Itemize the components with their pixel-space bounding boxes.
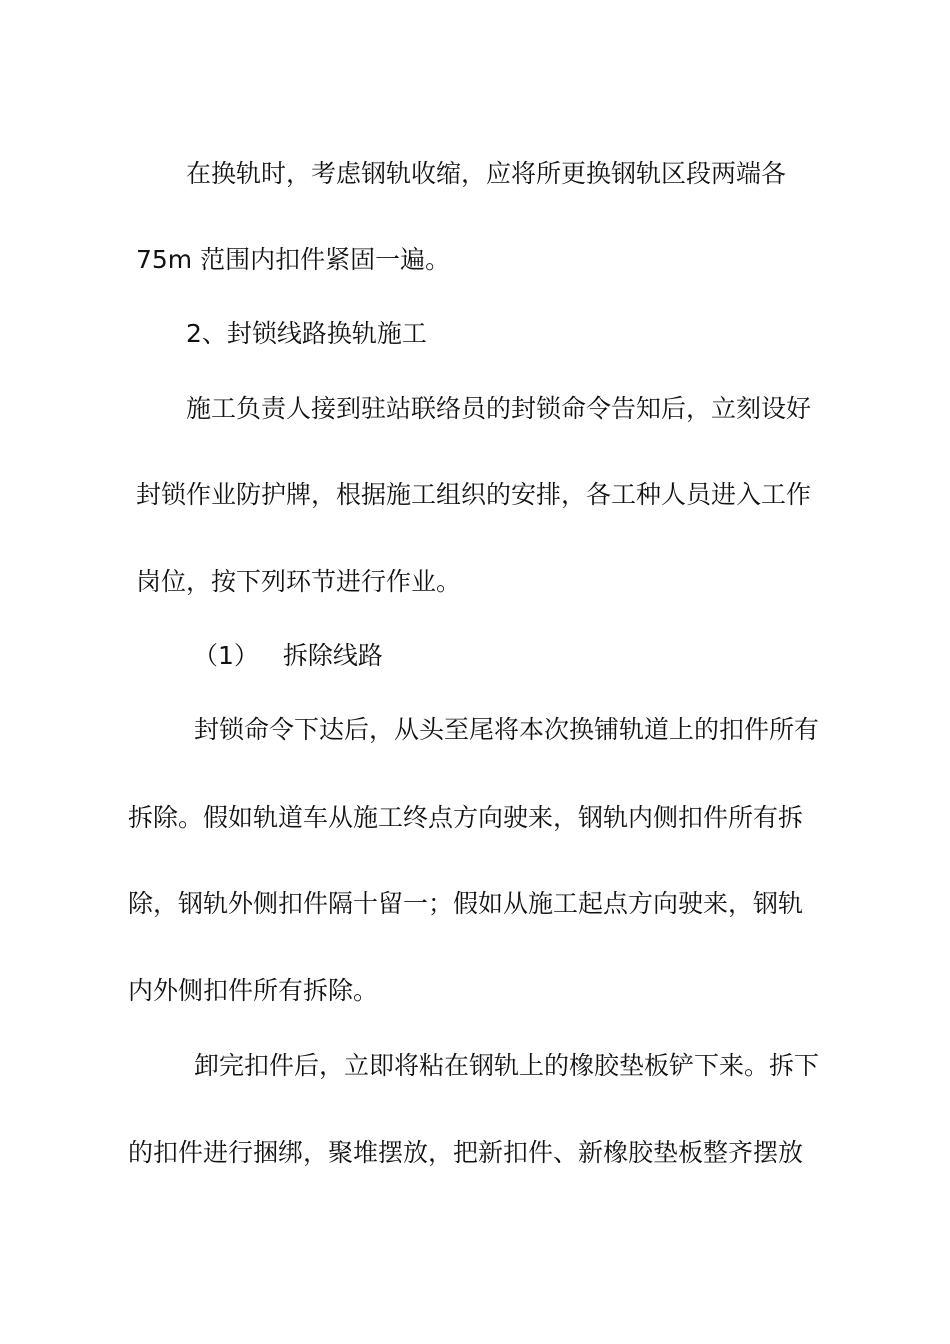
- paragraph-3-line-1: 封锁命令下达后，从头至尾将本次换铺轨道上的扣件所有: [194, 715, 820, 744]
- paragraph-1-line-2: 75m 范围内扣件紧固一遍。: [136, 245, 451, 274]
- paragraph-4-line-1: 卸完扣件后，立即将粘在钢轨上的橡胶垫板铲下来。拆下: [194, 1051, 820, 1080]
- paragraph-2-line-3: 岗位，按下列环节进行作业。: [136, 567, 462, 596]
- paragraph-2-line-2: 封锁作业防护牌，根据施工组织的安排，各工种人员进入工作: [136, 480, 812, 509]
- paragraph-3-line-3: 除，钢轨外侧扣件隔十留一；假如从施工起点方向驶来，钢轨: [128, 889, 804, 918]
- subheading: [193, 640, 383, 672]
- paragraph-3-line-2: 拆除。假如轨道车从施工终点方向驶来，钢轨内侧扣件所有拆: [128, 803, 804, 832]
- paragraph-1-line-1: 在换轨时，考虑钢轨收缩，应将所更换钢轨区段两端各: [186, 159, 787, 188]
- paragraph-3-line-4: 内外侧扣件所有拆除。: [128, 976, 379, 1005]
- subheading-number: （1）: [193, 641, 259, 670]
- paragraph-2-line-1: 施工负责人接到驻站联络员的封锁命令告知后，立刻设好: [186, 394, 812, 423]
- paragraph-4-line-2: 的扣件进行捆绑，聚堆摆放，把新扣件、新橡胶垫板整齐摆放: [128, 1138, 804, 1167]
- section-heading: 2、封锁线路换轨施工: [186, 319, 427, 348]
- subheading-title: 拆除线路: [282, 641, 383, 670]
